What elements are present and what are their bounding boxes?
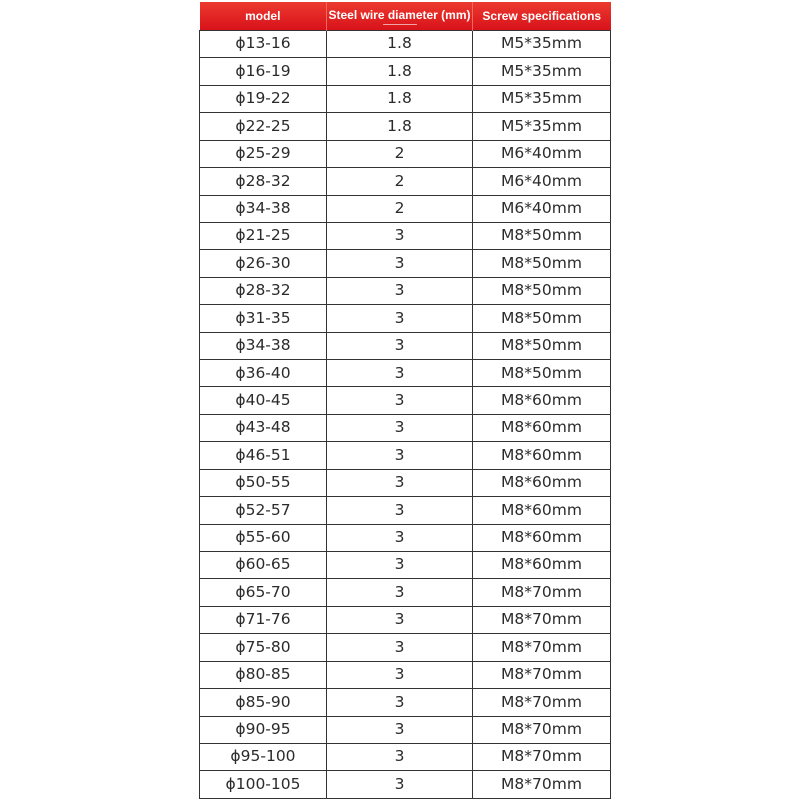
model-cell: ϕ71-76	[200, 606, 327, 633]
wire-diameter-cell: 3	[327, 524, 473, 551]
table-row	[200, 360, 611, 387]
model-cell: ϕ55-60	[200, 524, 327, 551]
screw-spec-cell: M8*50mm	[473, 250, 611, 277]
screw-spec-cell: M8*60mm	[473, 524, 611, 551]
table-row	[200, 195, 611, 222]
model-cell: ϕ60-65	[200, 552, 327, 579]
spec-table	[199, 2, 611, 799]
screw-spec-cell: M8*70mm	[473, 689, 611, 716]
model-cell: ϕ80-85	[200, 661, 327, 688]
wire-diameter-cell: 2	[327, 168, 473, 195]
model-cell: ϕ28-32	[200, 277, 327, 304]
model-cell: ϕ22-25	[200, 113, 327, 140]
table-row	[200, 771, 611, 798]
model-cell: ϕ26-30	[200, 250, 327, 277]
table-row	[200, 387, 611, 414]
table-row	[200, 58, 611, 85]
table-row	[200, 524, 611, 551]
wire-diameter-cell: 3	[327, 716, 473, 743]
screw-spec-cell: M6*40mm	[473, 140, 611, 167]
screw-spec-cell: M5*35mm	[473, 31, 611, 58]
wire-diameter-cell: 3	[327, 689, 473, 716]
screw-spec-cell: M8*70mm	[473, 634, 611, 661]
wire-diameter-cell: 3	[327, 332, 473, 359]
model-cell: ϕ19-22	[200, 85, 327, 112]
table-row	[200, 305, 611, 332]
model-cell: ϕ36-40	[200, 360, 327, 387]
table-row	[200, 140, 611, 167]
screw-spec-cell: M8*60mm	[473, 442, 611, 469]
table-row	[200, 222, 611, 249]
screw-spec-cell: M8*60mm	[473, 552, 611, 579]
wire-diameter-cell: 3	[327, 469, 473, 496]
header-row	[200, 2, 611, 31]
wire-diameter-cell: 3	[327, 743, 473, 770]
wire-diameter-cell: 3	[327, 661, 473, 688]
table-row	[200, 606, 611, 633]
header-screw-specifications: Screw specifications	[473, 2, 611, 31]
table-row	[200, 250, 611, 277]
model-cell: ϕ40-45	[200, 387, 327, 414]
wire-diameter-cell: 1.8	[327, 31, 473, 58]
screw-spec-cell: M8*50mm	[473, 360, 611, 387]
model-cell: ϕ31-35	[200, 305, 327, 332]
table-row	[200, 497, 611, 524]
screw-spec-cell: M5*35mm	[473, 58, 611, 85]
table-row	[200, 634, 611, 661]
wire-diameter-cell: 2	[327, 140, 473, 167]
wire-diameter-cell: 3	[327, 634, 473, 661]
screw-spec-cell: M8*70mm	[473, 579, 611, 606]
screw-spec-cell: M8*50mm	[473, 332, 611, 359]
wire-diameter-cell: 2	[327, 195, 473, 222]
model-cell: ϕ46-51	[200, 442, 327, 469]
screw-spec-cell: M8*60mm	[473, 387, 611, 414]
wire-diameter-cell: 3	[327, 579, 473, 606]
table-row	[200, 469, 611, 496]
wire-diameter-cell: 3	[327, 771, 473, 798]
table-row	[200, 414, 611, 441]
model-cell: ϕ52-57	[200, 497, 327, 524]
table-row	[200, 31, 611, 58]
wire-diameter-cell: 3	[327, 360, 473, 387]
model-cell: ϕ85-90	[200, 689, 327, 716]
model-cell: ϕ28-32	[200, 168, 327, 195]
model-cell: ϕ43-48	[200, 414, 327, 441]
table-row	[200, 113, 611, 140]
screw-spec-cell: M8*60mm	[473, 497, 611, 524]
table-row	[200, 552, 611, 579]
wire-diameter-cell: 3	[327, 497, 473, 524]
header-model: model	[200, 2, 327, 31]
wire-diameter-cell: 1.8	[327, 113, 473, 140]
wire-diameter-cell: 3	[327, 222, 473, 249]
model-cell: ϕ25-29	[200, 140, 327, 167]
model-cell: ϕ75-80	[200, 634, 327, 661]
model-cell: ϕ21-25	[200, 222, 327, 249]
table-header	[200, 2, 611, 31]
screw-spec-cell: M5*35mm	[473, 85, 611, 112]
table-row	[200, 661, 611, 688]
table-row	[200, 442, 611, 469]
screw-spec-cell: M8*60mm	[473, 414, 611, 441]
table-body	[200, 31, 611, 799]
header-steel-wire-diameter	[327, 2, 473, 31]
wire-diameter-cell: 3	[327, 606, 473, 633]
model-cell: ϕ13-16	[200, 31, 327, 58]
table-row	[200, 277, 611, 304]
screw-spec-cell: M8*60mm	[473, 469, 611, 496]
wire-diameter-cell: 1.8	[327, 85, 473, 112]
model-cell: ϕ65-70	[200, 579, 327, 606]
screw-spec-cell: M8*50mm	[473, 277, 611, 304]
model-cell: ϕ95-100	[200, 743, 327, 770]
table-row	[200, 743, 611, 770]
model-cell: ϕ16-19	[200, 58, 327, 85]
screw-spec-cell: M8*50mm	[473, 305, 611, 332]
screw-spec-cell: M5*35mm	[473, 113, 611, 140]
model-cell: ϕ100-105	[200, 771, 327, 798]
screw-spec-cell: M8*70mm	[473, 716, 611, 743]
model-cell: ϕ34-38	[200, 195, 327, 222]
screw-spec-cell: M8*70mm	[473, 743, 611, 770]
wire-diameter-cell: 3	[327, 277, 473, 304]
screw-spec-cell: M8*70mm	[473, 606, 611, 633]
model-cell: ϕ90-95	[200, 716, 327, 743]
wire-diameter-cell: 3	[327, 250, 473, 277]
table-row	[200, 689, 611, 716]
wire-diameter-cell: 1.8	[327, 58, 473, 85]
wire-diameter-cell: 3	[327, 305, 473, 332]
header-steel-wire-diameter-label: Steel wire diameter (mm)	[328, 7, 471, 22]
wire-diameter-cell: 3	[327, 442, 473, 469]
table-row	[200, 85, 611, 112]
table-row	[200, 579, 611, 606]
header-underline	[383, 24, 417, 25]
table-row	[200, 168, 611, 195]
screw-spec-cell: M8*50mm	[473, 222, 611, 249]
model-cell: ϕ34-38	[200, 332, 327, 359]
wire-diameter-cell: 3	[327, 414, 473, 441]
wire-diameter-cell: 3	[327, 387, 473, 414]
screw-spec-cell: M6*40mm	[473, 168, 611, 195]
table-row	[200, 716, 611, 743]
screw-spec-cell: M6*40mm	[473, 195, 611, 222]
model-cell: ϕ50-55	[200, 469, 327, 496]
screw-spec-cell: M8*70mm	[473, 661, 611, 688]
table-row	[200, 332, 611, 359]
wire-diameter-cell: 3	[327, 552, 473, 579]
screw-spec-cell: M8*70mm	[473, 771, 611, 798]
